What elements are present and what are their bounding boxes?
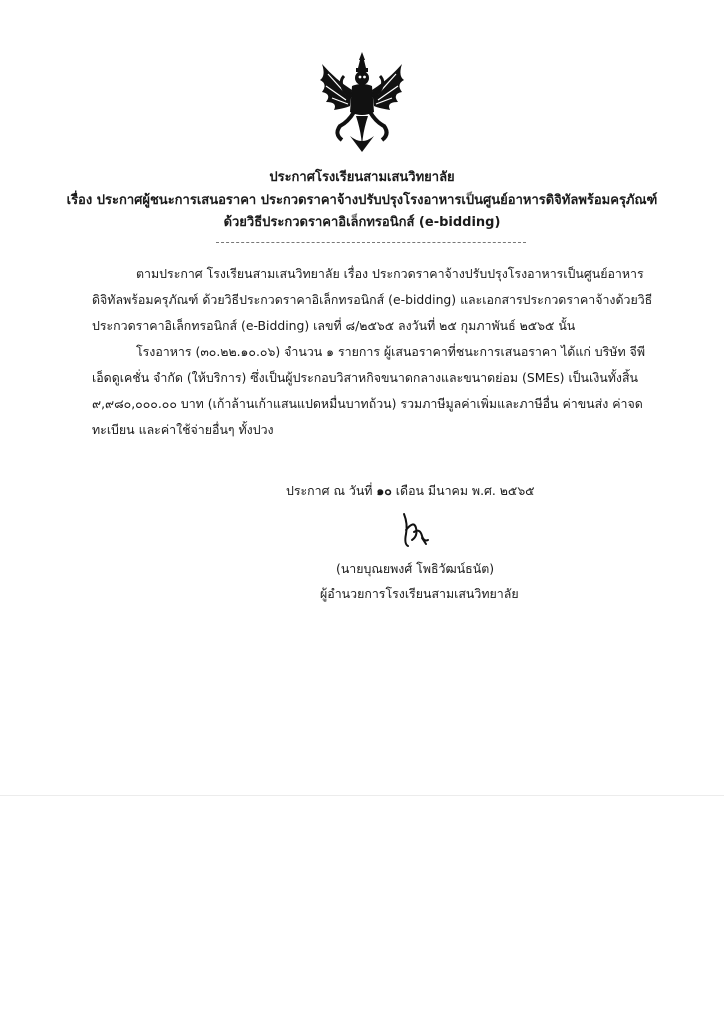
announcement-date <box>286 482 535 501</box>
paragraph-line: ดิจิทัลพร้อมครุภัณฑ์ ด้วยวิธีประกวดราคาอิเล็กทรอนิกส์ (e-bidding) และเอกสารประกวดราคาจ้างด้วยวิธี <box>92 292 653 307</box>
body-paragraph-1 <box>92 261 653 339</box>
paragraph-line: โรงอาหาร (๓๐.๒๒.๑๐.๐๖) จำนวน ๑ รายการ ผู้เสนอราคาที่ชนะการเสนอราคา ได้แก่ บริษัท จีพี <box>136 344 645 359</box>
date-prefix: ประกาศ ณ วันที่ <box>286 483 377 498</box>
paragraph-line: ประกวดราคาอิเล็กทรอนิกส์ (e-Bidding) เลขที่ ๘/๒๕๖๕ ลงวันที่ ๒๕ กุมภาพันธ์ ๒๕๖๕ นั้น <box>92 318 576 333</box>
page-edge-divider <box>0 795 724 796</box>
date-suffix: เดือน มีนาคม พ.ศ. ๒๕๖๕ <box>391 483 535 498</box>
announcement-subject: เรื่อง ประกาศผู้ชนะการเสนอราคา ประกวดราคาจ้างปรับปรุงโรงอาหารเป็นศูนย์อาหารดิจิทัลพร้อมครุภัณฑ์ <box>66 193 658 208</box>
paragraph-line: เอ็ดดูเคชั่น จำกัด (ให้บริการ) ซึ่งเป็นผู้ประกอบวิสาหกิจขนาดกลางและขนาดย่อม (SMEs) เป็นเงินทั้งสิ้น <box>92 370 639 385</box>
body-paragraph-2 <box>92 339 645 443</box>
signer-position: ผู้อำนวยการโรงเรียนสามเสนวิทยาลัย <box>320 586 519 601</box>
paragraph-line: ๙,๙๘๐,๐๐๐.๐๐ บาท (เก้าล้านเก้าแสนแปดหมื่นบาทถ้วน) รวมภาษีมูลค่าเพิ่มและภาษีอื่น ค่าขนส่ง ค่าจด <box>92 396 643 411</box>
dashed-divider <box>216 242 526 243</box>
announcement-title: ประกาศโรงเรียนสามเสนวิทยาลัย <box>269 170 455 185</box>
announcement-method: ด้วยวิธีประกวดราคาอิเล็กทรอนิกส์ (e-bidding) <box>223 215 501 230</box>
handwritten-signature-icon <box>398 510 432 550</box>
paragraph-line: ตามประกาศ โรงเรียนสามเสนวิทยาลัย เรื่อง ประกวดราคาจ้างปรับปรุงโรงอาหารเป็นศูนย์อาหาร <box>136 266 644 281</box>
date-day: ๑๐ <box>376 483 392 498</box>
signer-name: (นายบุณยพงศ์ โพธิวัฒน์ธนัต) <box>336 561 495 576</box>
garuda-emblem-icon <box>316 50 408 154</box>
paragraph-line: ทะเบียน และค่าใช้จ่ายอื่นๆ ทั้งปวง <box>92 422 274 437</box>
